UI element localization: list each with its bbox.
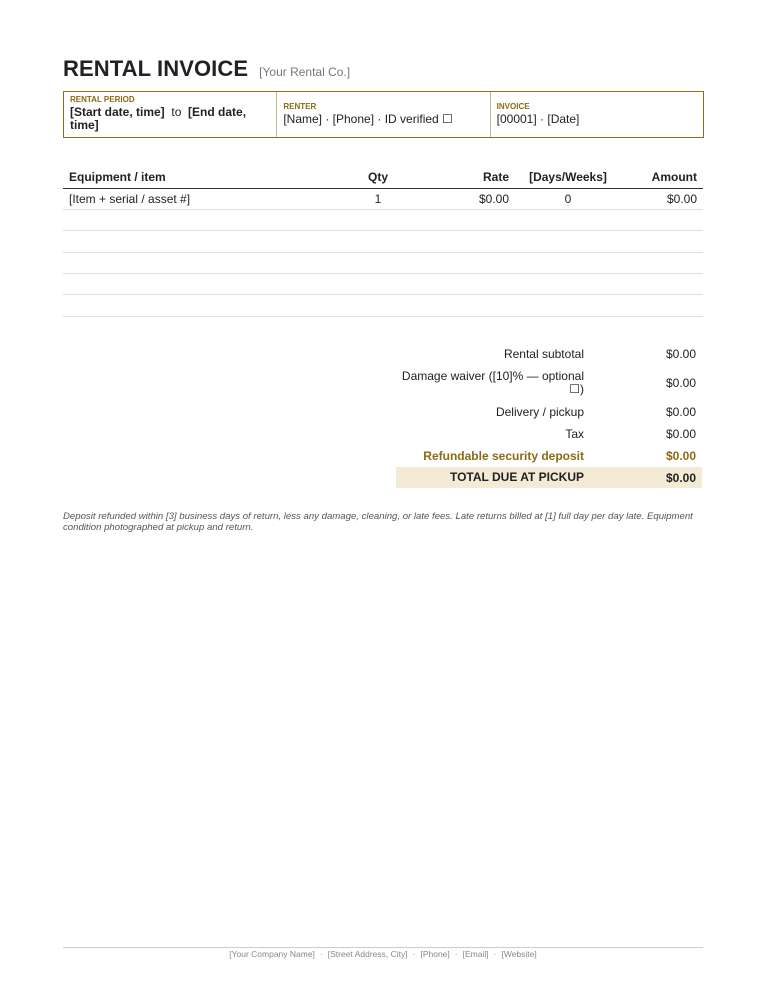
cell-rate: $0.00	[433, 188, 515, 209]
invoice-value: [00001] · [Date]	[496, 112, 580, 126]
total-value: $0.00	[665, 470, 696, 485]
invoice-cell	[491, 92, 703, 137]
cell-amount	[621, 209, 703, 230]
cell-item	[63, 231, 323, 252]
tax-label: Tax	[565, 426, 584, 441]
footer-separator: ·	[454, 949, 458, 959]
subtotal-value: $0.00	[665, 347, 696, 361]
cell-amount	[621, 231, 703, 252]
renter-label: RENTER	[283, 102, 317, 111]
page-title: RENTAL INVOICE	[63, 56, 249, 81]
cell-rate	[433, 274, 515, 295]
totals-block	[396, 343, 702, 488]
waiver-row	[396, 365, 702, 401]
cell-amount: $0.00	[621, 188, 703, 209]
delivery-value: $0.00	[665, 405, 696, 419]
cell-days: 0	[515, 188, 621, 209]
cell-days	[515, 295, 621, 316]
cell-qty	[323, 252, 433, 273]
cell-days	[515, 274, 621, 295]
footer-separator: ·	[412, 949, 416, 959]
table-header-row	[63, 167, 703, 188]
footer-website: [Website]	[501, 949, 537, 959]
header-rate: Rate	[433, 167, 515, 188]
info-box	[63, 91, 704, 138]
page-footer	[63, 947, 703, 959]
cell-rate	[433, 295, 515, 316]
table-row	[63, 295, 703, 316]
start-date: [Start date, time]	[70, 105, 165, 119]
deposit-row	[396, 445, 702, 467]
total-label: TOTAL DUE AT PICKUP	[449, 470, 584, 484]
delivery-row	[396, 401, 702, 423]
deposit-label: Refundable security deposit	[423, 448, 584, 463]
items-table	[63, 167, 703, 317]
cell-item: [Item + serial / asset #]	[63, 188, 323, 209]
cell-qty: 1	[323, 188, 433, 209]
cell-qty	[323, 231, 433, 252]
deposit-value: $0.00	[665, 449, 696, 463]
table-row	[63, 252, 703, 273]
title-row	[63, 56, 350, 82]
footer-separator: ·	[319, 949, 323, 959]
delivery-label: Delivery / pickup	[495, 404, 584, 419]
invoice-label: INVOICE	[496, 102, 530, 111]
cell-amount	[621, 252, 703, 273]
footer-address: [Street Address, City]	[327, 949, 408, 959]
footer-phone: [Phone]	[420, 949, 450, 959]
header-days: [Days/Weeks]	[515, 167, 621, 188]
footer-separator: ·	[493, 949, 497, 959]
cell-days	[515, 252, 621, 273]
to-word: to	[171, 105, 182, 119]
cell-rate	[433, 209, 515, 230]
rental-period-value	[70, 106, 270, 132]
subtotal-label: Rental subtotal	[503, 346, 584, 361]
waiver-value: $0.00	[665, 376, 696, 390]
cell-days	[515, 209, 621, 230]
renter-cell	[277, 92, 490, 137]
table-row	[63, 188, 703, 209]
cell-item	[63, 295, 323, 316]
invoice-page	[63, 0, 703, 990]
header-amount: Amount	[621, 167, 703, 188]
tax-value: $0.00	[665, 427, 696, 441]
table-row	[63, 274, 703, 295]
waiver-label: Damage waiver ([10]% — optional ☐)	[401, 369, 584, 396]
cell-days	[515, 231, 621, 252]
company-name: [Your Rental Co.]	[259, 65, 351, 79]
cell-amount	[621, 295, 703, 316]
rental-period-cell	[64, 92, 277, 137]
terms-note: Deposit refunded within [3] business days of return, less any damage, cleaning, or late fees. Late returns billed at [1] full day per day late. Equipment condition photographed at pickup and return.	[63, 511, 693, 533]
cell-amount	[621, 274, 703, 295]
cell-qty	[323, 209, 433, 230]
tax-row	[396, 423, 702, 445]
header-qty: Qty	[323, 167, 433, 188]
cell-rate	[433, 252, 515, 273]
cell-rate	[433, 231, 515, 252]
cell-qty	[323, 274, 433, 295]
cell-item	[63, 209, 323, 230]
table-row	[63, 209, 703, 230]
total-row	[396, 467, 702, 488]
end-date: [End date, time]	[70, 105, 247, 132]
footer-company: [Your Company Name]	[229, 949, 315, 959]
subtotal-row	[396, 343, 702, 365]
cell-qty	[323, 295, 433, 316]
cell-item	[63, 274, 323, 295]
footer-email: [Email]	[462, 949, 489, 959]
table-row	[63, 231, 703, 252]
header-item: Equipment / item	[63, 167, 323, 188]
cell-item	[63, 252, 323, 273]
rental-period-label: RENTAL PERIOD	[70, 95, 135, 104]
renter-value: [Name] · [Phone] · ID verified ☐	[283, 112, 453, 126]
